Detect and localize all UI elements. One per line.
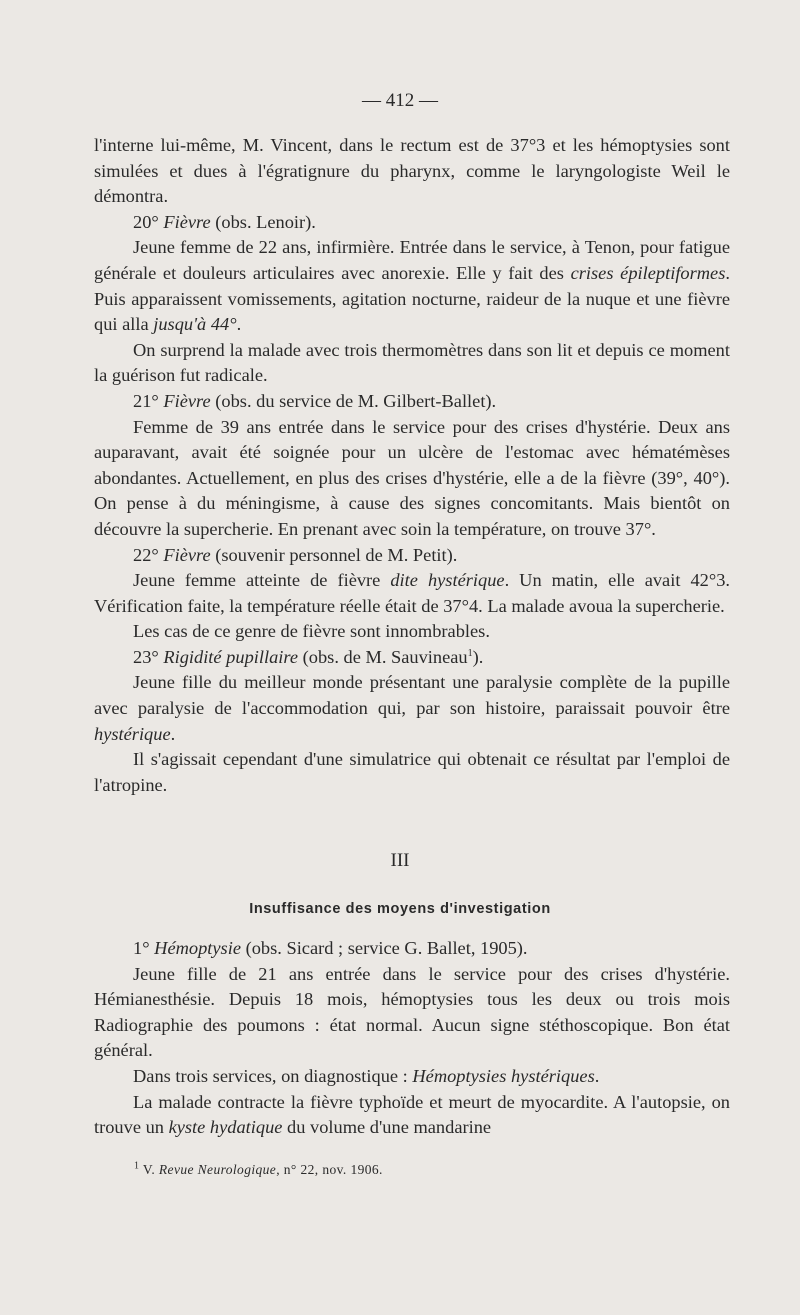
case-source: (obs. Sicard ; service G. Ballet, 1905).: [241, 938, 528, 958]
case-heading-22: [94, 543, 730, 569]
case-source: (souvenir personnel de M. Petit).: [210, 544, 458, 565]
section-numeral: III: [390, 850, 410, 871]
paragraph-case-20-b: On surprend la malade avec trois thermomètres dans son lit et depuis ce moment la guérison fut radicale.: [94, 339, 730, 386]
case-title: Fièvre: [163, 390, 211, 411]
case-source: (obs. de M. Sauvineau: [298, 646, 468, 667]
footnote-number: 1: [134, 1160, 140, 1172]
paragraph-case-22: Jeune femme atteinte de fièvre dite hystérique. Un matin, elle avait 42°3. Vérification faite, la température réelle était de 37°4. La malade avoua la supercherie.: [94, 570, 730, 616]
case-heading-23: 23° Rigidité pupillaire (obs. de M. Sauvineau$^1$).: [133, 646, 484, 667]
section-title: Insuffisance des moyens d'investigation: [249, 901, 551, 917]
paragraph-case-22-b: Les cas de ce genre de fièvre sont innombrables.: [133, 621, 490, 642]
case-heading-s1: [94, 936, 730, 962]
paragraph-s1: Jeune fille de 21 ans entrée dans le service pour des crises d'hystérie. Hémianesthésie. Depuis 18 mois, hémoptysies tous les deux ou trois mois Radiographie des poumons : état normal. Aucun signe stéthoscopique. Bon état général.: [94, 963, 730, 1061]
paragraph-s2: Dans trois services, on diagnostique : Hémoptysies hystériques.: [133, 1065, 600, 1086]
paragraph-case-23-b: Il s'agissait cependant d'une simulatrice qui obtenait ce résultat par l'emploi de l'atropine.: [94, 749, 730, 795]
case-heading-20: [94, 210, 730, 236]
body-text-lower: [94, 936, 730, 1141]
case-heading-21: [94, 389, 730, 415]
case-source: (obs. Lenoir).: [210, 211, 316, 232]
paragraph-case-21: Femme de 39 ans entrée dans le service pour des crises d'hystérie. Deux ans auparavant, avait été soignée pour un ulcère de l'estomac avec hématémèses abondantes. Actuellement, en plus des crises d'hystérie, elle a de la fièvre (39°, 40°). On pense à du méningisme, à cause des signes concomitants. Mais bientôt on découvre la supercherie. En prenant avec soin la température, on trouve 37°.: [94, 416, 730, 539]
case-number: 22°: [133, 544, 159, 565]
paragraph-s3: La malade contracte la fièvre typhoïde et meurt de myocardite. A l'autopsie, on trouve un kyste hydatique du volume d'une mandarine: [94, 1091, 730, 1138]
case-title: Fièvre: [163, 544, 211, 565]
case-number: 1°: [133, 938, 150, 958]
case-source: (obs. du service de M. Gilbert-Ballet).: [210, 390, 497, 411]
body-text-upper: [94, 133, 730, 798]
case-title: Hémoptysie: [154, 938, 241, 958]
case-title: Rigidité pupillaire: [163, 646, 299, 667]
footnote: $^1$ V. Revue Neurologique, n° 22, nov. 1906.: [134, 1160, 383, 1177]
paragraph-case-23: Jeune fille du meilleur monde présentant une paralysie complète de la pupille avec paralysie de l'accommodation qui, par son histoire, paraissait pouvoir être hystérique.: [94, 672, 730, 744]
paragraph-case-20: Jeune femme de 22 ans, infirmière. Entrée dans le service, à Tenon, pour fatigue générale et douleurs articulaires avec anorexie. Elle y fait des crises épileptiformes. Puis apparaissent vomissements, agitation nocturne, raideur de la nuque et une fièvre qui alla jusqu'à 44°.: [94, 237, 730, 335]
case-title: Fièvre: [163, 211, 211, 232]
case-number: 21°: [133, 390, 159, 411]
page-number: — 412 —: [362, 90, 438, 111]
paragraph-continuation: l'interne lui-même, M. Vincent, dans le rectum est de 37°3 et les hémoptysies sont simulées et dues à l'égratignure du pharynx, comme le laryngologiste Weil le démontra.: [94, 135, 730, 207]
footnote-marker: 1: [467, 647, 473, 659]
case-number: 23°: [133, 646, 159, 667]
case-number: 20°: [133, 211, 159, 232]
